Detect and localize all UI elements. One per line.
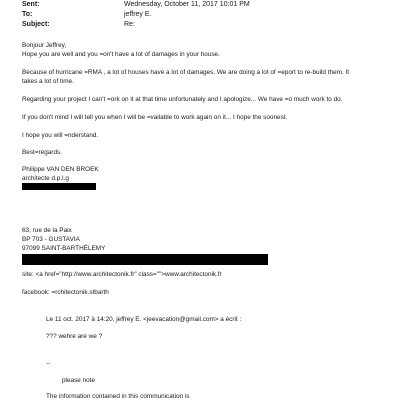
to-value: jeffrey E. xyxy=(124,11,152,18)
quoted-info: The information contained in this communication is xyxy=(46,393,190,400)
address-line-2: BP 703 - GUSTAVIA xyxy=(22,236,80,243)
quoted-intro: Le 11 oct. 2017 à 14:20, jeffrey E. <jeevacation@gmail.com> a écrit : xyxy=(46,316,242,323)
to-label: To: xyxy=(22,11,33,18)
body-para3: Regarding your project I can't =ork on it at that time unfortunately and I apologize... We have =o much work to do. xyxy=(22,96,343,103)
quoted-dashes: -- xyxy=(46,360,51,367)
body-para5: I hope you will =nderstand. xyxy=(22,132,99,139)
body-para2-line2: takes a lot of time. xyxy=(22,78,74,85)
sent-value: Wednesday, October 11, 2017 10:01 PM xyxy=(124,1,250,8)
body-line-1: Hope you are well and you =on't have a lot of damages in your house. xyxy=(22,51,220,58)
quoted-note: please note xyxy=(62,377,96,384)
redaction-bar xyxy=(22,183,96,190)
subject-value: Re: xyxy=(124,21,135,28)
redaction-bar xyxy=(22,254,268,265)
signature-title: architecte d.p.l.g xyxy=(22,175,69,182)
quoted-question: ??? wehre are we ? xyxy=(46,333,103,340)
signature-name: Philippe VAN DEN BROEK xyxy=(22,166,99,173)
body-para4: If you don't mind I will tell you when I will be =vailable to work again on it... I hope the soonest. xyxy=(22,114,288,121)
body-para2-line1: Because of hurricane =RMA , a lot of houses have a lot of damages. We are doing a lot of =eport to re-build them. It xyxy=(22,69,350,76)
closing: Best=regards. xyxy=(22,149,62,156)
address-line-1: 63, rue de la Paix xyxy=(22,227,72,234)
facebook-line: facebook: =rchitectonik.stbarth xyxy=(22,289,109,296)
site-line: site: <a href="http://www.architectonik.fr" class="">www.architectonik.fr xyxy=(22,271,222,278)
greeting: Bonjour Jeffrey, xyxy=(22,42,67,49)
address-line-3: 97099 SAINT-BARTHÉLEMY xyxy=(22,245,106,252)
subject-label: Subject: xyxy=(22,21,50,28)
sent-label: Sent: xyxy=(22,1,40,8)
